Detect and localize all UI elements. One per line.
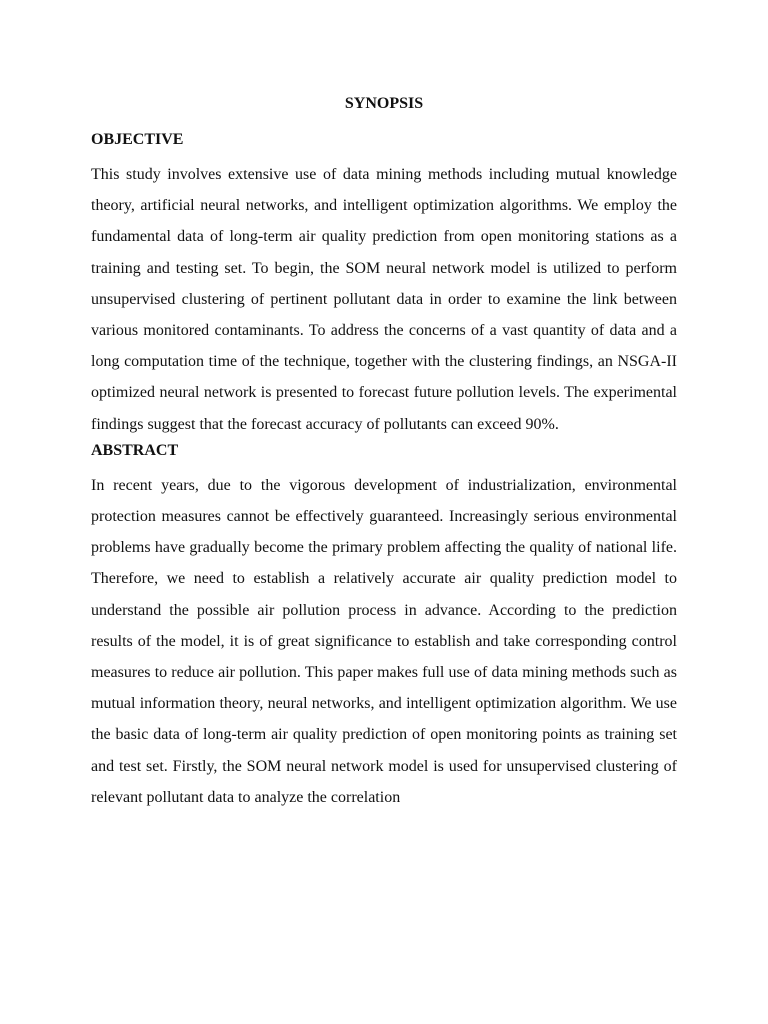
document-page <box>91 92 677 813</box>
section-heading-objective: OBJECTIVE <box>91 131 184 148</box>
section-heading-abstract: ABSTRACT <box>91 441 179 459</box>
abstract-paragraph: In recent years, due to the vigorous development of industrialization, environmental protection measures cannot be effectively guaranteed. Increasingly serious environmental problems have gradually become the primary problem affecting the quality of national life. Therefore, we need to establish a relatively accurate air quality prediction model to understand the possible air pollution process in advance. According to the prediction results of the model, it is of great significance to establish and take corresponding control measures to reduce air pollution. This paper makes full use of data mining methods such as mutual information theory, neural networks, and intelligent optimization algorithm. We use the basic data of long-term air quality prediction of open monitoring points as training set and test set. Firstly, the SOM neural network model is used for unsupervised clustering of relevant pollutant data to analyze the correlation <box>91 476 677 806</box>
page-title: SYNOPSIS <box>344 95 424 112</box>
objective-paragraph: This study involves extensive use of data mining methods including mutual knowledge theory, artificial neural networks, and intelligent optimization algorithms. We employ the fundamental data of long-term air quality prediction from open monitoring stations as a training and testing set. To begin, the SOM neural network model is utilized to perform unsupervised clustering of pertinent pollutant data in order to examine the link between various monitored contaminants. To address the concerns of a vast quantity of data and a long computation time of the technique, together with the clustering findings, an NSGA-II optimized neural network is presented to forecast future pollution levels. The experimental findings suggest that the forecast accuracy of pollutants can exceed 90%. <box>91 166 677 433</box>
